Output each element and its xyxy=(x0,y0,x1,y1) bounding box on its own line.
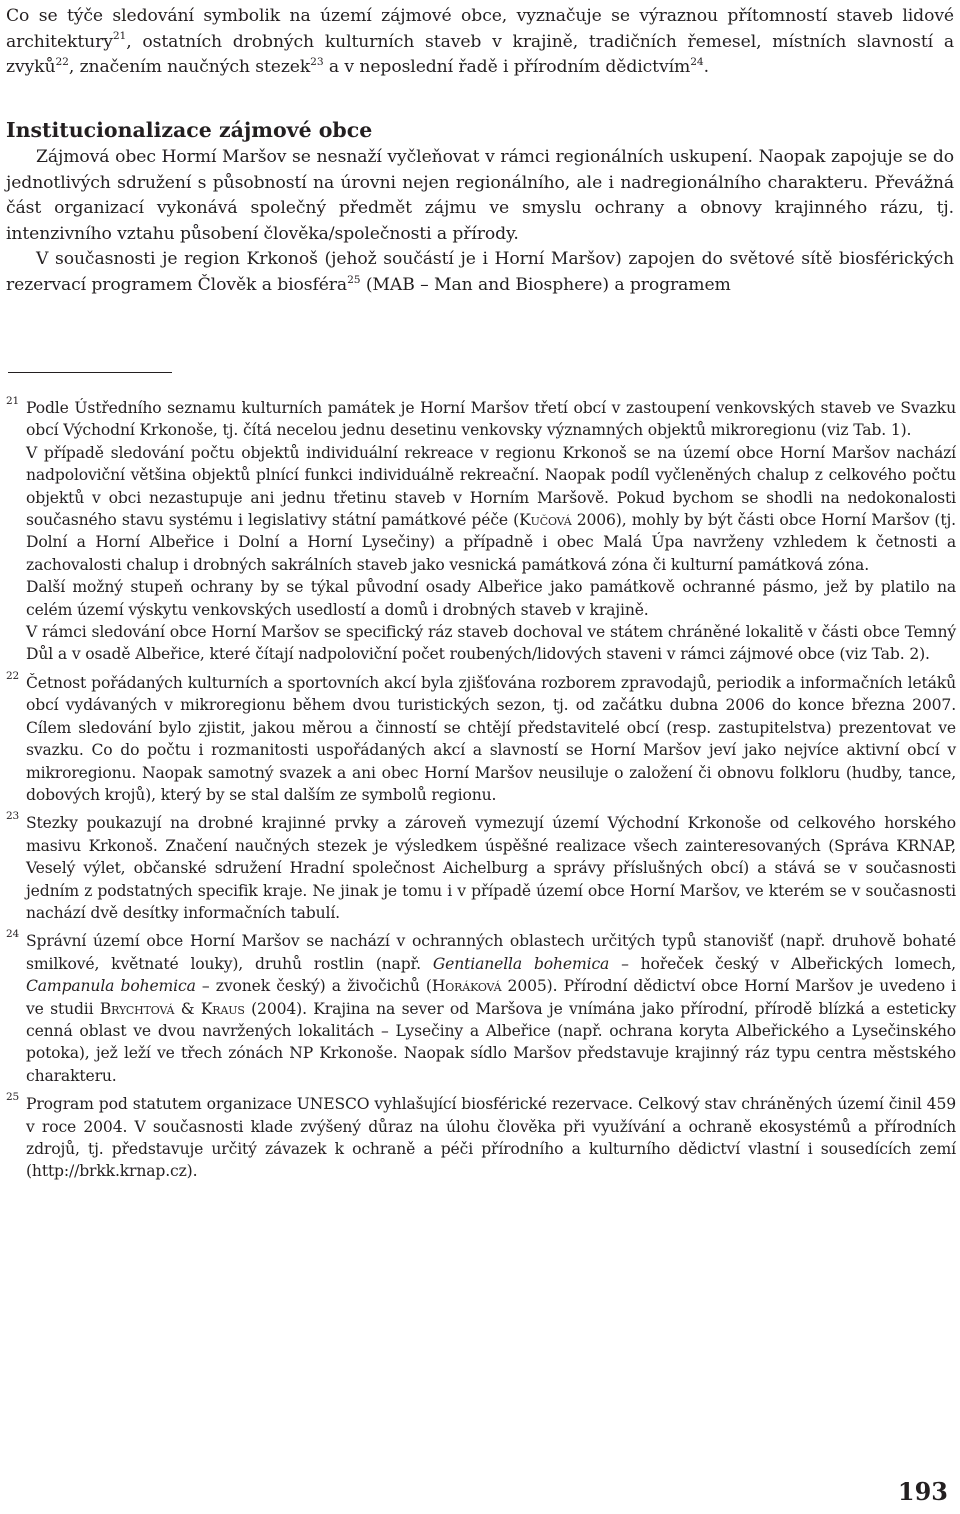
footnote-23 xyxy=(6,812,956,924)
citation-author: Kraus xyxy=(200,999,245,1018)
footnote-text-part: Správní území obce Horní Maršov se nachází v ochranných oblastech určitých typů stanovišť (např. druhově bohaté smilkové, květnaté louky), druhů rostlin (např. xyxy=(26,932,956,973)
citation-author: Kučová xyxy=(519,511,572,530)
footnote-text-part: – hořeček český v Albeřických lomech, xyxy=(609,954,956,973)
footnote-text-part: (2004). Krajina na sever od Maršova je vnímána jako přírodní, přírodě blízká a esteticky cenná oblast ve dvou navržených lokalitách – Lysečiny a Albeřice (např. ochrana koryta Albeřického a Lysečinského potoka), jež leží ve třech zónách NP Krkonoše. Naopak sídlo Maršov představuje krajinný ráz typu centra městského charakteru. xyxy=(26,999,956,1085)
body-paragraph xyxy=(6,247,954,298)
footnote-text: Podle Ústředního seznamu kulturních památek je Horní Maršov třetí obcí v zastoupení venkovských staveb ve Svazku obcí Východní Krkonoše, tj. čítá necelou jednu desetinu venkovsky významných objektů mikroregionu (viz Tab. 1). xyxy=(26,399,956,440)
footnote-21 xyxy=(6,397,956,666)
section-heading: Institucionalizace zájmové obce xyxy=(6,118,373,142)
footnote-ref-21[interactable]: 21 xyxy=(112,29,127,43)
intro-text: . xyxy=(703,57,709,78)
citation-author: Horáková xyxy=(431,977,502,996)
intro-text: Co se týče sledování symbolik na území zájmové obce, vyznačuje se výraznou přítomností staveb lidové architektury xyxy=(6,6,954,52)
footnote-text-part: V případě sledování počtu objektů individuální rekreace v regionu Krkonoš se na území obce Horní Maršov nachází nadpoloviční většina objektů plnící funkci individuálně rekreační. Naopak podíl vyčleněných chalup z celkového počtu objektů v obci nezastupuje ani jednu třetinu staveb v Horním Maršově. Pokud bychom se shodli na nedokonalosti současného stavu systému i legislativy státní památkové péče ( xyxy=(26,443,956,530)
body-text: (MAB – Man and Biosphere) a programem xyxy=(360,274,731,295)
intro-text: , ostatních drobných kulturních staveb v krajině, tradičních řemesel, místních slavností a zvyků xyxy=(6,31,954,78)
body-paragraph: Zájmová obec Hormí Maršov se nesnaží vyčleňovat v rámci regionálních uskupení. Naopak zapojuje se do jednotlivých sdružení s působností na úrovni nejen regionálního, ale i nadregionálního charakteru. Převážná část organizací vykonává společný předmět zájmu ve smyslu ochrany a obnovy krajinného rázu, tj. intenzivního vztahu působení člověka/společnosti a přírody. xyxy=(6,147,954,244)
footnote-text xyxy=(26,442,956,576)
footnote-text-part: – zvonek český) a živočichů ( xyxy=(195,977,432,996)
footnote-24 xyxy=(6,930,956,1087)
footnote-text-part: 2006), mohly by být části obce Horní Maršov (tj. Dolní a Horní Albeřice i Dolní a Horní Lysečiny) a případně i obec Malá Úpa navrženy vzhledem k četnosti a zachovalosti chalup i drobných sakrálních staveb jako vesnická památková zóna či kulturní památková zóna. xyxy=(26,511,956,574)
section-body xyxy=(6,145,954,299)
footnote-22 xyxy=(6,669,956,806)
footnotes xyxy=(6,397,956,1189)
intro-paragraph xyxy=(6,4,954,81)
footnote-number: 24 xyxy=(6,928,20,941)
footnote-number: 23 xyxy=(6,810,20,823)
footnote-ref-22[interactable]: 22 xyxy=(55,54,69,68)
footnote-ref-23[interactable]: 23 xyxy=(310,54,324,68)
footnote-text: Další možný stupeň ochrany by se týkal původní osady Albeřice jako památkově ochranné pásmo, jež by platilo na celém území výskytu venkovských usedlostí a domů i drobných staveb v krajině. xyxy=(26,578,956,619)
footnote-25 xyxy=(6,1093,956,1183)
footnote-text: Program pod statutem organizace UNESCO vyhlašující biosférické rezervace. Celkový stav chráněných území činil 459 v roce 2004. V současnosti klade zvýšený důraz na úlohu člověka při využívání a ochraně ekosystémů a přírodních zdrojů, tj. představuje určitý závazek k ochraně a péči přírodního a kulturního dědictví vlastní i sousedících zemí (http://brkk.krnap.cz). xyxy=(26,1095,956,1181)
footnote-text xyxy=(26,930,956,1087)
footnote-text: V rámci sledování obce Horní Maršov se specifický ráz staveb dochoval ve státem chráněné lokalitě v části obce Temný Důl a v osadě Albeřice, které čítají nadpoloviční počet roubených/lidových staveni v rámci zájmové obce (viz Tab. 2). xyxy=(26,623,956,664)
page-number: 193 xyxy=(897,1477,948,1506)
species-name: Campanula bohemica xyxy=(26,977,196,996)
footnote-text-part: 2005). Přírodní dědictví obce Horní Maršov je uvedeno i ve studii xyxy=(26,977,956,1018)
citation-author: Brychtová xyxy=(99,999,175,1018)
footnote-text-part: & xyxy=(174,999,201,1018)
intro-text: , značením naučných stezek xyxy=(68,57,311,78)
footnote-ref-24[interactable]: 24 xyxy=(690,54,704,68)
footnote-number: 22 xyxy=(6,669,20,682)
footnote-ref-25[interactable]: 25 xyxy=(347,272,361,286)
footnote-number: 25 xyxy=(6,1091,20,1104)
footnote-text: Stezky poukazují na drobné krajinné prvky a zároveň vymezují území Východní Krkonoše od celkového horského masivu Krkonoš. Značení naučných stezek je výsledkem úspěšné realizace všech zainteresovaných (Správa KRNAP, Veselý výlet, občanské sdružení Hradní společnost Aichelburg a správy příslušných obcí) a stává se v současnosti jedním z podstatných specifik kraje. Ne jinak je tomu i v případě území obce Horní Maršov, ve kterém se v současnosti nachází dvě desítky informačních tabulí. xyxy=(26,814,956,922)
intro-text: a v neposlední řadě i přírodním dědictvím xyxy=(323,57,691,78)
body-text: V současnosti je region Krkonoš (jehož součástí je i Horní Maršov) zapojen do světové sítě biosférických rezervací programem Člověk a biosféra xyxy=(6,249,954,295)
species-name: Gentianella bohemica xyxy=(432,954,610,973)
footnote-separator xyxy=(8,372,172,373)
footnote-text: Četnost pořádaných kulturních a sportovních akcí byla zjišťována rozborem zpravodajů, periodik a informačních letáků obcí vydávaných v mikroregionu během dvou turistických sezon, tj. od začátku dubna 2006 do konce března 2007. Cílem sledování bylo zjistit, jakou měrou a činností se chtějí představitelé obcí (resp. zastupitelstva) prezentovat ve svazku. Co do počtu i rozmanitosti uspořádaných akcí a slavností se Horní Maršov jeví jako nejvíce aktivní obcí v mikroregionu. Naopak samotný svazek a ani obec Horní Maršov neusiluje o založení či obnovu folkloru (hudby, tance, dobových krojů), který by se stal dalším ze symbolů regionu. xyxy=(26,673,956,804)
footnote-number: 21 xyxy=(6,395,20,407)
